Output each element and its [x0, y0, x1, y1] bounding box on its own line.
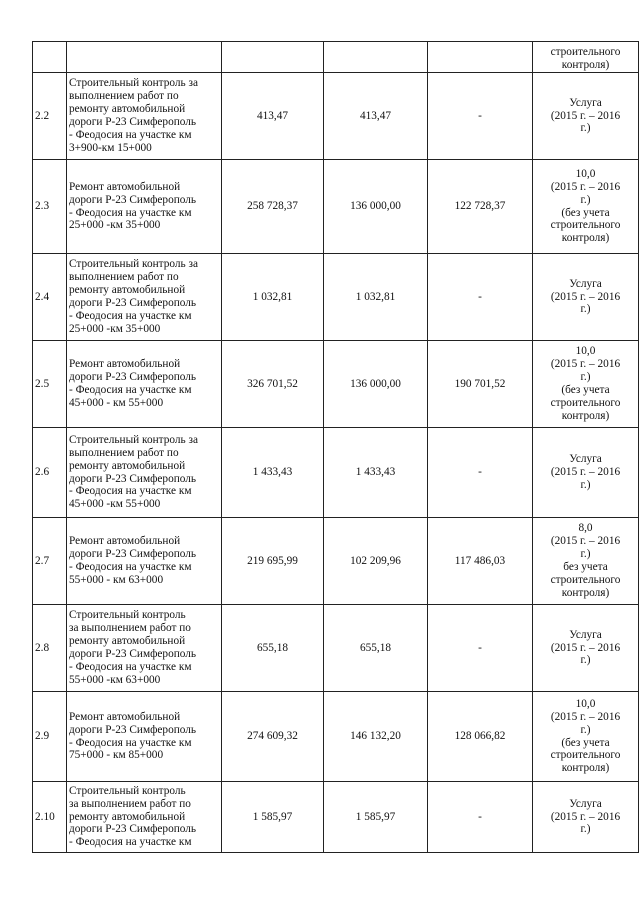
term-line: (2015 г. – 2016: [550, 535, 621, 548]
total-cost-cell: [222, 341, 324, 428]
description-line: ремонту автомобильной: [69, 284, 186, 297]
row-number: 2.3: [35, 200, 50, 213]
total-cost-cell: [222, 160, 324, 254]
term-line: (2015 г. – 2016: [550, 810, 621, 823]
description-line: дороги Р-23 Симферополь: [69, 648, 197, 660]
term-cell: [533, 782, 639, 853]
funding-a-value: 413,47: [359, 109, 392, 122]
funding-a-value: 136 000,00: [350, 377, 401, 390]
term-line: контроля): [561, 762, 610, 775]
term-line: 10,0: [575, 167, 596, 180]
description-cell: [67, 428, 222, 518]
table-row-continued: [33, 42, 639, 73]
term-line: г.): [580, 723, 591, 736]
description-line: выполнением работ по: [69, 446, 179, 459]
description-cell: [67, 254, 222, 341]
description-line: ремонту автомобильной: [69, 103, 186, 116]
table-row: [33, 341, 639, 428]
description-line: дороги Р-23 Симферополь: [69, 193, 197, 206]
funding-a-cell: [324, 160, 428, 254]
description-line: выполнением работ по: [69, 90, 179, 103]
description-line: 25+000 -км 35+000: [69, 219, 161, 232]
funding-a-value: 136 000,00: [350, 200, 401, 213]
description-line: 45+000 -км 55+000: [69, 498, 161, 511]
description-line: ремонту автомобильной: [69, 459, 186, 472]
term-line: контроля): [561, 59, 610, 72]
description-line: дороги Р-23 Симферополь: [69, 116, 197, 128]
total-cost: 258 728,37: [247, 200, 298, 213]
term-line: (2015 г. – 2016: [550, 466, 621, 479]
funding-b-cell: [428, 160, 533, 254]
term-cell: [533, 42, 639, 73]
funding-b-value: -: [478, 109, 482, 122]
total-cost-cell: [222, 42, 324, 73]
total-cost: 1 032,81: [252, 290, 293, 303]
funding-a-cell: [324, 518, 428, 605]
description-line: дороги Р-23 Симферополь: [69, 723, 197, 736]
term-cell: [533, 605, 639, 692]
term-line: (2015 г. – 2016: [550, 180, 621, 193]
term-line: Услуга: [569, 797, 602, 810]
description-line: дороги Р-23 Симферополь: [69, 371, 197, 384]
description-line: 45+000 - км 55+000: [69, 396, 164, 409]
row-number-cell: [33, 341, 67, 428]
funding-a-cell: [324, 692, 428, 782]
row-number: 2.5: [35, 377, 50, 390]
term-cell: [533, 73, 639, 160]
table-row: [33, 692, 639, 782]
works-table-body: [33, 42, 639, 853]
funding-a-cell: [324, 254, 428, 341]
term-line: (без учета: [561, 206, 610, 219]
term-cell: [533, 254, 639, 341]
term-cell: [533, 428, 639, 518]
description-line: - Феодосия на участке км: [69, 128, 192, 141]
total-cost: 1 585,97: [252, 810, 293, 823]
term-line: (без учета: [561, 736, 610, 749]
total-cost: 413,47: [256, 109, 289, 122]
description-line: - Феодосия на участке км: [69, 485, 192, 498]
description-cell: [67, 692, 222, 782]
description-line: Ремонт автомобильной: [69, 710, 181, 723]
description-cell: [67, 341, 222, 428]
total-cost: 326 701,52: [247, 377, 298, 390]
term-line: Услуга: [569, 628, 602, 641]
description-line: дороги Р-23 Симферополь: [69, 823, 197, 836]
term-line: г.): [580, 654, 591, 667]
total-cost-cell: [222, 782, 324, 853]
term-line: строительного: [550, 749, 621, 762]
description-cell: [67, 42, 222, 73]
description-line: Ремонт автомобильной: [69, 358, 181, 371]
table-row: [33, 73, 639, 160]
description-line: - Феодосия на участке км: [69, 206, 192, 219]
term-line: строительного: [550, 573, 621, 586]
total-cost-cell: [222, 428, 324, 518]
term-line: г.): [580, 548, 591, 561]
row-number-cell: [33, 254, 67, 341]
row-number-cell: [33, 42, 67, 73]
funding-b-value: 117 486,03: [454, 554, 506, 567]
description-line: Строительный контроль за: [69, 433, 198, 446]
table-row: [33, 254, 639, 341]
description-line: Строительный контроль: [69, 784, 186, 797]
funding-b-value: -: [478, 641, 482, 654]
row-number-cell: [33, 692, 67, 782]
funding-b-cell: [428, 518, 533, 605]
description-line: - Феодосия на участке км: [69, 309, 192, 322]
total-cost: 1 433,43: [252, 466, 293, 479]
term-line: г.): [580, 371, 591, 384]
term-line: 8,0: [578, 522, 593, 535]
description-line: - Феодосия на участке км: [69, 384, 192, 396]
row-number-cell: [33, 160, 67, 254]
row-number: 2.8: [35, 641, 50, 654]
description-line: - Феодосия на участке км: [69, 736, 192, 749]
funding-b-cell: [428, 428, 533, 518]
term-cell: [533, 518, 639, 605]
description-line: дороги Р-23 Симферополь: [69, 472, 197, 485]
funding-b-value: -: [478, 466, 482, 479]
funding-a-cell: [324, 42, 428, 73]
description-line: Строительный контроль: [69, 609, 186, 622]
description-line: 55+000 -км 63+000: [69, 673, 161, 686]
description-cell: [67, 782, 222, 853]
row-number: 2.6: [35, 466, 50, 479]
row-number: 2.7: [35, 554, 50, 567]
funding-b-cell: [428, 692, 533, 782]
funding-b-cell: [428, 254, 533, 341]
term-line: г.): [580, 823, 591, 836]
term-line: (2015 г. – 2016: [550, 710, 621, 723]
term-cell: [533, 160, 639, 254]
funding-b-cell: [428, 73, 533, 160]
description-line: за выполнением работ по: [69, 797, 191, 810]
term-line: (2015 г. – 2016: [550, 109, 621, 122]
funding-b-value: -: [478, 290, 482, 303]
description-line: ремонту автомобильной: [69, 810, 186, 823]
funding-b-cell: [428, 42, 533, 73]
funding-b-value: 122 728,37: [454, 200, 506, 213]
funding-a-cell: [324, 428, 428, 518]
description-line: за выполнением работ по: [69, 622, 191, 635]
description-line: Ремонт автомобильной: [69, 180, 181, 193]
term-line: г.): [580, 303, 591, 316]
description-line: 55+000 - км 63+000: [69, 573, 164, 586]
funding-a-value: 102 209,96: [350, 554, 401, 567]
term-line: г.): [580, 193, 591, 206]
table-row: [33, 160, 639, 254]
description-cell: [67, 518, 222, 605]
description-line: 25+000 -км 35+000: [69, 322, 161, 335]
funding-a-cell: [324, 341, 428, 428]
table-row: [33, 518, 639, 605]
funding-b-cell: [428, 605, 533, 692]
term-line: строительного: [550, 46, 621, 59]
total-cost: 655,18: [256, 641, 289, 654]
term-line: Услуга: [569, 96, 602, 109]
funding-a-value: 1 032,81: [355, 290, 396, 303]
term-line: контроля): [561, 586, 610, 599]
funding-a-value: 655,18: [359, 641, 392, 654]
funding-a-value: 146 132,20: [350, 730, 401, 743]
term-cell: [533, 341, 639, 428]
total-cost: 274 609,32: [247, 730, 298, 743]
description-line: дороги Р-23 Симферополь: [69, 548, 197, 561]
total-cost: 219 695,99: [247, 554, 298, 567]
funding-b-value: -: [478, 810, 482, 823]
row-number-cell: [33, 782, 67, 853]
description-line: - Феодосия на участке км: [69, 660, 192, 673]
term-line: без учета: [563, 561, 608, 573]
table-row: [33, 605, 639, 692]
funding-a-cell: [324, 782, 428, 853]
term-line: (2015 г. – 2016: [550, 641, 621, 654]
description-line: Строительный контроль за: [69, 77, 198, 90]
description-line: дороги Р-23 Симферополь: [69, 297, 197, 309]
row-number: 2.4: [35, 290, 50, 303]
description-line: - Феодосия на участке км: [69, 561, 192, 573]
total-cost-cell: [222, 254, 324, 341]
table-row: [33, 428, 639, 518]
total-cost-cell: [222, 605, 324, 692]
funding-b-cell: [428, 341, 533, 428]
total-cost-cell: [222, 73, 324, 160]
term-line: 10,0: [575, 345, 596, 358]
total-cost-cell: [222, 518, 324, 605]
description-cell: [67, 73, 222, 160]
term-line: (2015 г. – 2016: [550, 290, 621, 303]
description-line: выполнением работ по: [69, 271, 179, 284]
term-line: г.): [580, 478, 591, 491]
description-cell: [67, 160, 222, 254]
funding-b-value: 190 701,52: [454, 377, 506, 390]
row-number-cell: [33, 428, 67, 518]
term-line: строительного: [550, 396, 621, 409]
total-cost-cell: [222, 692, 324, 782]
funding-a-cell: [324, 73, 428, 160]
term-line: контроля): [561, 232, 610, 245]
description-line: - Феодосия на участке км: [69, 836, 192, 849]
term-line: 10,0: [575, 697, 596, 710]
description-line: Строительный контроль за: [69, 258, 198, 271]
works-table: [32, 41, 639, 853]
term-line: строительного: [550, 219, 621, 232]
row-number-cell: [33, 605, 67, 692]
row-number-cell: [33, 73, 67, 160]
description-line: 75+000 - км 85+000: [69, 749, 164, 762]
row-number: 2.9: [35, 730, 50, 743]
description-cell: [67, 605, 222, 692]
term-cell: [533, 692, 639, 782]
term-line: (без учета: [561, 384, 610, 396]
description-line: ремонту автомобильной: [69, 635, 186, 648]
row-number: 2.10: [35, 810, 55, 823]
term-line: Услуга: [569, 453, 602, 466]
row-number-cell: [33, 518, 67, 605]
funding-a-cell: [324, 605, 428, 692]
row-number: 2.2: [35, 109, 50, 122]
term-line: г.): [580, 122, 591, 135]
table-row: [33, 782, 639, 853]
term-line: (2015 г. – 2016: [550, 358, 621, 371]
funding-a-value: 1 433,43: [355, 466, 396, 479]
funding-b-value: 128 066,82: [454, 730, 506, 743]
funding-b-cell: [428, 782, 533, 853]
description-line: Ремонт автомобильной: [69, 535, 181, 548]
term-line: контроля): [561, 409, 610, 422]
funding-a-value: 1 585,97: [355, 810, 396, 823]
term-line: Услуга: [569, 277, 602, 290]
description-line: 3+900-км 15+000: [69, 141, 152, 154]
